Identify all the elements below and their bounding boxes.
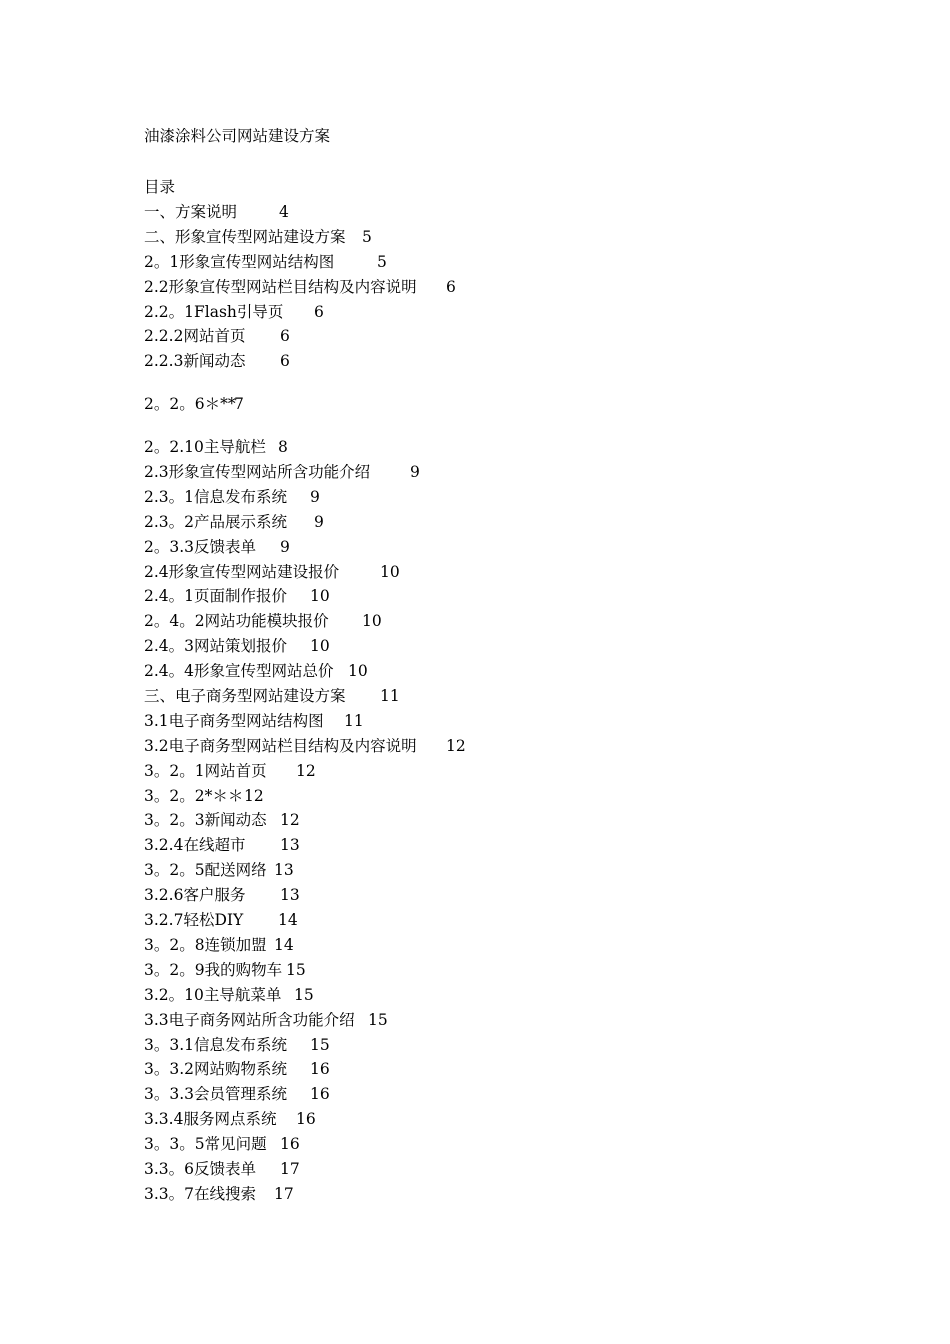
toc-entry[interactable] — [144, 1010, 417, 1035]
toc-entry-page-number: 5 — [377, 252, 387, 271]
toc-entry-page-number: 9 — [280, 537, 290, 556]
toc-entry-page-number: 14 — [274, 935, 294, 954]
toc-entry[interactable] — [144, 910, 417, 935]
toc-entry-page-number: 10 — [310, 587, 330, 606]
toc-entry-text: 3.2.4在线超市 — [144, 836, 246, 855]
toc-entry-page-number: 16 — [310, 1060, 330, 1079]
toc-entry-text: 2。4。2网站功能模块报价 — [144, 612, 329, 631]
toc-entry[interactable] — [144, 252, 417, 277]
toc-entry-page-number: 12 — [446, 736, 466, 755]
toc-entry-page-number: 9 — [310, 487, 320, 506]
toc-entry[interactable] — [144, 885, 417, 910]
toc-entry-page-number: 7 — [234, 395, 244, 414]
toc-entry-page-number: 10 — [362, 612, 382, 631]
toc-entry-page-number: 13 — [274, 861, 294, 880]
toc-entry[interactable] — [144, 351, 417, 376]
toc-entry[interactable] — [144, 487, 417, 512]
toc-entry[interactable] — [144, 437, 417, 462]
toc-entry-text: 2.2.3新闻动态 — [144, 352, 246, 371]
toc-entry[interactable] — [144, 586, 417, 611]
toc-entry[interactable] — [144, 1084, 417, 1109]
toc-entry-page-number: 6 — [446, 277, 456, 296]
toc-entry[interactable] — [144, 661, 417, 686]
toc-entry-text: 2.4。4形象宣传型网站总价 — [144, 662, 334, 681]
toc-entry-page-number: 11 — [344, 711, 364, 730]
toc-entry-page-number: 11 — [380, 687, 400, 706]
toc-entry-text: 3。2。1网站首页 — [144, 761, 267, 780]
toc-entry-page-number: 15 — [294, 985, 314, 1004]
toc-entry[interactable] — [144, 786, 417, 811]
toc-entry-text: 2。2。6＊** — [144, 395, 236, 414]
toc-entry-text: 二、形象宣传型网站建设方案 — [144, 227, 346, 246]
toc-entry-text: 3.2.7轻松DIY — [144, 911, 244, 930]
toc-entry-text: 3。2。8连锁加盟 — [144, 935, 267, 954]
toc-entry[interactable] — [144, 860, 417, 885]
toc-entry[interactable] — [144, 1109, 417, 1134]
toc-entry-text: 3.3.4服务网点系统 — [144, 1110, 277, 1129]
toc-entry[interactable] — [144, 835, 417, 860]
toc-entry[interactable] — [144, 1059, 417, 1084]
toc-entry[interactable] — [144, 736, 466, 761]
toc-entry-page-number: 12 — [280, 811, 300, 830]
toc-entry-text: 2。2.10主导航栏 — [144, 438, 266, 457]
toc-entry-page-number: 16 — [280, 1135, 300, 1154]
toc-entry[interactable] — [144, 277, 456, 302]
toc-entry-text: 2.2.2网站首页 — [144, 327, 246, 346]
toc-entry-text: 3。3.3会员管理系统 — [144, 1085, 288, 1104]
toc-entry-text: 2。1形象宣传型网站结构图 — [144, 252, 335, 271]
toc-entry-page-number: 17 — [274, 1184, 294, 1203]
toc-entry-text: 2.2。1Flash引导页 — [144, 302, 284, 321]
toc-entry[interactable] — [144, 512, 417, 537]
toc-entry[interactable] — [144, 326, 417, 351]
toc-entry-text: 2.4。1页面制作报价 — [144, 587, 288, 606]
toc-entry-text: 2.2形象宣传型网站栏目结构及内容说明 — [144, 277, 417, 296]
toc-entry-text: 3。2。3新闻动态 — [144, 811, 267, 830]
toc-entry-page-number: 4 — [279, 203, 289, 221]
toc-entry[interactable] — [144, 636, 417, 661]
toc-entry-page-number: 10 — [348, 662, 368, 681]
toc-entry-text: 3.3电子商务网站所含功能介绍 — [144, 1010, 355, 1029]
toc-entry-page-number: 12 — [296, 761, 316, 780]
toc-entry-page-number: 15 — [310, 1035, 330, 1054]
toc-entry-text: 3.3。7在线搜索 — [144, 1184, 257, 1203]
toc-entry-page-number: 5 — [362, 227, 372, 246]
toc-entry[interactable] — [144, 611, 417, 636]
toc-entry[interactable] — [144, 960, 417, 985]
toc-entry-text: 2。3.3反馈表单 — [144, 537, 257, 556]
toc-entry[interactable] — [144, 1134, 417, 1159]
toc-entry[interactable] — [144, 935, 417, 960]
toc-entry[interactable] — [144, 537, 417, 562]
toc-entry-text: 2.3。2产品展示系统 — [144, 512, 288, 531]
toc-entry-page-number: 14 — [278, 911, 298, 930]
toc-entry-text: 3。2。2*＊＊ — [144, 786, 244, 805]
toc-entry-page-number: 16 — [310, 1085, 330, 1104]
toc-entry-text: 3.2。10主导航菜单 — [144, 985, 282, 1004]
toc-entry[interactable] — [144, 810, 417, 835]
toc-entry[interactable] — [144, 394, 417, 419]
toc-entry-page-number: 6 — [280, 352, 290, 371]
toc-entry[interactable] — [144, 462, 420, 487]
toc-entry-text: 3.1电子商务型网站结构图 — [144, 711, 324, 730]
toc-entry-text: 3。3。5常见问题 — [144, 1135, 267, 1154]
toc-entry[interactable] — [144, 711, 417, 736]
toc-entry[interactable] — [144, 985, 417, 1010]
toc-entry-text: 3。3.1信息发布系统 — [144, 1035, 288, 1054]
toc-entry-page-number: 15 — [286, 960, 306, 979]
toc-entry[interactable] — [144, 202, 417, 227]
toc-entry-page-number: 10 — [310, 637, 330, 656]
toc-entry-text: 3。3.2网站购物系统 — [144, 1060, 288, 1079]
toc-entry-text: 一、方案说明 — [144, 203, 238, 221]
toc-entry-text: 2.4。3网站策划报价 — [144, 637, 288, 656]
toc-entry-text: 3.3。6反馈表单 — [144, 1159, 257, 1178]
toc-entry[interactable] — [144, 1159, 417, 1184]
toc-entry-text: 3。2。5配送网络 — [144, 861, 267, 880]
toc-entry[interactable] — [144, 302, 417, 327]
toc-entry[interactable] — [144, 686, 417, 711]
toc-entry[interactable] — [144, 1184, 417, 1209]
toc-entry[interactable] — [144, 761, 417, 786]
document-title: 油漆涂料公司网站建设方案 — [144, 127, 331, 145]
toc-entry[interactable] — [144, 1035, 417, 1060]
toc-entry-page-number: 13 — [280, 886, 300, 905]
toc-entry-page-number: 12 — [244, 786, 264, 805]
toc-entry-page-number: 6 — [280, 327, 290, 346]
toc-entry-page-number: 8 — [278, 438, 288, 457]
toc-heading: 目录 — [144, 178, 176, 196]
toc-entry-page-number: 9 — [314, 512, 324, 531]
toc-entry-text: 2.3形象宣传型网站所含功能介绍 — [144, 463, 371, 482]
toc-entry-text: 3.2电子商务型网站栏目结构及内容说明 — [144, 736, 417, 755]
toc-entry[interactable] — [144, 227, 417, 252]
toc-entry-text: 2.3。1信息发布系统 — [144, 487, 288, 506]
toc-entry-page-number: 6 — [314, 302, 324, 321]
toc-entry-text: 3。2。9我的购物车 — [144, 960, 283, 979]
toc-entry-text: 三、电子商务型网站建设方案 — [144, 687, 346, 706]
toc-entry-page-number: 17 — [280, 1159, 300, 1178]
toc-entry-page-number: 16 — [296, 1110, 316, 1129]
toc-entry-text: 2.4形象宣传型网站建设报价 — [144, 562, 340, 581]
table-of-contents — [144, 202, 466, 1209]
toc-entry-page-number: 10 — [380, 562, 400, 581]
toc-entry-text: 3.2.6客户服务 — [144, 886, 246, 905]
toc-entry-page-number: 13 — [280, 836, 300, 855]
toc-entry[interactable] — [144, 562, 417, 587]
toc-entry-page-number: 15 — [368, 1010, 388, 1029]
toc-entry-page-number: 9 — [410, 463, 420, 482]
